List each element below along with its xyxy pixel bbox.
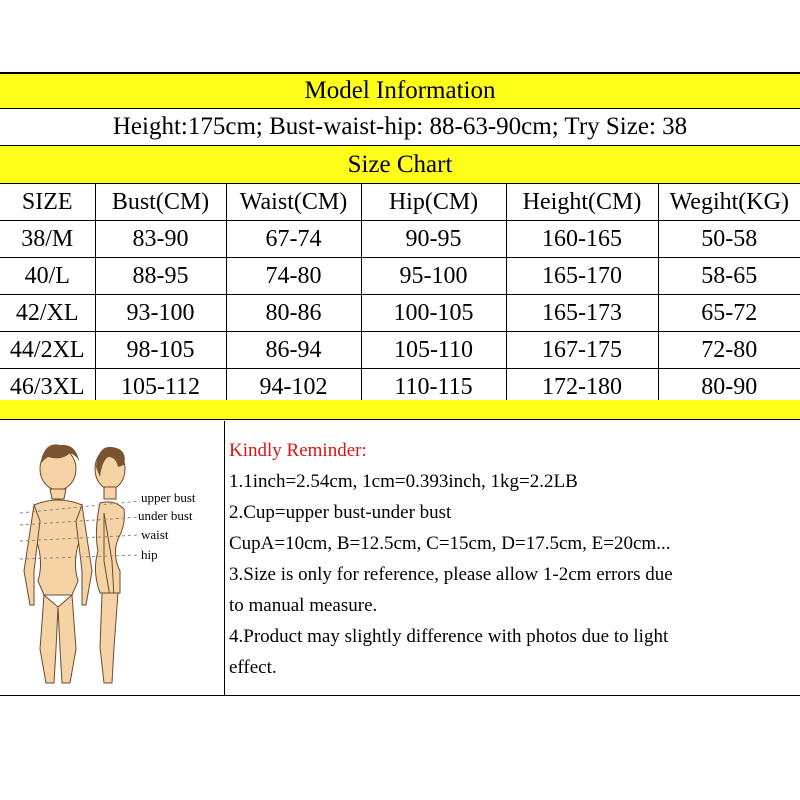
reminder-line: CupA=10cm, B=12.5cm, C=15cm, D=17.5cm, E=20cm... xyxy=(229,533,671,554)
size-cell: 40/L xyxy=(0,258,95,295)
bust-cell: 105-112 xyxy=(95,369,226,407)
height-cell: 160-165 xyxy=(506,221,658,258)
size-chart-header xyxy=(0,146,800,184)
under-bust-label: under bust xyxy=(138,508,193,523)
reminder-line: 2.Cup=upper bust-under bust xyxy=(229,502,452,523)
reminder-line: 3.Size is only for reference, please allow 1-2cm errors due xyxy=(229,564,673,585)
hip-cell: 110-115 xyxy=(361,369,506,407)
header-size: SIZE xyxy=(0,184,95,221)
hip-cell: 95-100 xyxy=(361,258,506,295)
waist-cell: 86-94 xyxy=(226,332,361,369)
weight-cell: 50-58 xyxy=(658,221,800,258)
bust-cell: 88-95 xyxy=(95,258,226,295)
waist-cell: 74-80 xyxy=(226,258,361,295)
header-weight: Wegiht(KG) xyxy=(658,184,800,221)
model-details-row xyxy=(0,109,800,146)
table-header-row xyxy=(0,184,800,221)
kindly-reminder xyxy=(229,435,795,683)
table-row xyxy=(0,295,800,332)
reminder-title: Kindly Reminder: xyxy=(229,440,367,461)
header-hip: Hip(CM) xyxy=(361,184,506,221)
model-information-title: Model Information xyxy=(304,77,496,104)
header-bust: Bust(CM) xyxy=(95,184,226,221)
body-diagram-icon xyxy=(0,421,224,695)
bust-cell: 83-90 xyxy=(95,221,226,258)
table-row xyxy=(0,258,800,295)
reminder-line: to manual measure. xyxy=(229,595,378,616)
waist-cell: 80-86 xyxy=(226,295,361,332)
bust-cell: 98-105 xyxy=(95,332,226,369)
size-chart-table xyxy=(0,184,800,407)
waist-cell: 94-102 xyxy=(226,369,361,407)
model-information-header xyxy=(0,72,800,109)
weight-cell: 72-80 xyxy=(658,332,800,369)
size-cell: 42/XL xyxy=(0,295,95,332)
header-waist: Waist(CM) xyxy=(226,184,361,221)
model-details-text: Height:175cm; Bust-waist-hip: 88-63-90cm; Try Size: 38 xyxy=(112,113,688,140)
waist-label: waist xyxy=(141,527,169,542)
divider-band xyxy=(0,400,800,420)
weight-cell: 80-90 xyxy=(658,369,800,407)
waist-cell: 67-74 xyxy=(226,221,361,258)
size-chart-title: Size Chart xyxy=(347,150,453,178)
size-cell: 44/2XL xyxy=(0,332,95,369)
body-measurement-figure xyxy=(0,421,225,695)
reminder-line: 1.1inch=2.54cm, 1cm=0.393inch, 1kg=2.2LB xyxy=(229,471,578,492)
reminder-line: 4.Product may slightly difference with photos due to light xyxy=(229,626,669,647)
size-cell: 46/3XL xyxy=(0,369,95,407)
table-row xyxy=(0,332,800,369)
reminder-line: effect. xyxy=(229,657,277,678)
hip-cell: 100-105 xyxy=(361,295,506,332)
height-cell: 165-170 xyxy=(506,258,658,295)
header-height: Height(CM) xyxy=(506,184,658,221)
weight-cell: 65-72 xyxy=(658,295,800,332)
table-row xyxy=(0,221,800,258)
size-cell: 38/M xyxy=(0,221,95,258)
bust-cell: 93-100 xyxy=(95,295,226,332)
hip-cell: 90-95 xyxy=(361,221,506,258)
height-cell: 167-175 xyxy=(506,332,658,369)
upper-bust-label: upper bust xyxy=(141,490,196,505)
hip-cell: 105-110 xyxy=(361,332,506,369)
info-section xyxy=(0,421,800,696)
hip-label: hip xyxy=(141,547,158,562)
weight-cell: 58-65 xyxy=(658,258,800,295)
height-cell: 165-173 xyxy=(506,295,658,332)
height-cell: 172-180 xyxy=(506,369,658,407)
